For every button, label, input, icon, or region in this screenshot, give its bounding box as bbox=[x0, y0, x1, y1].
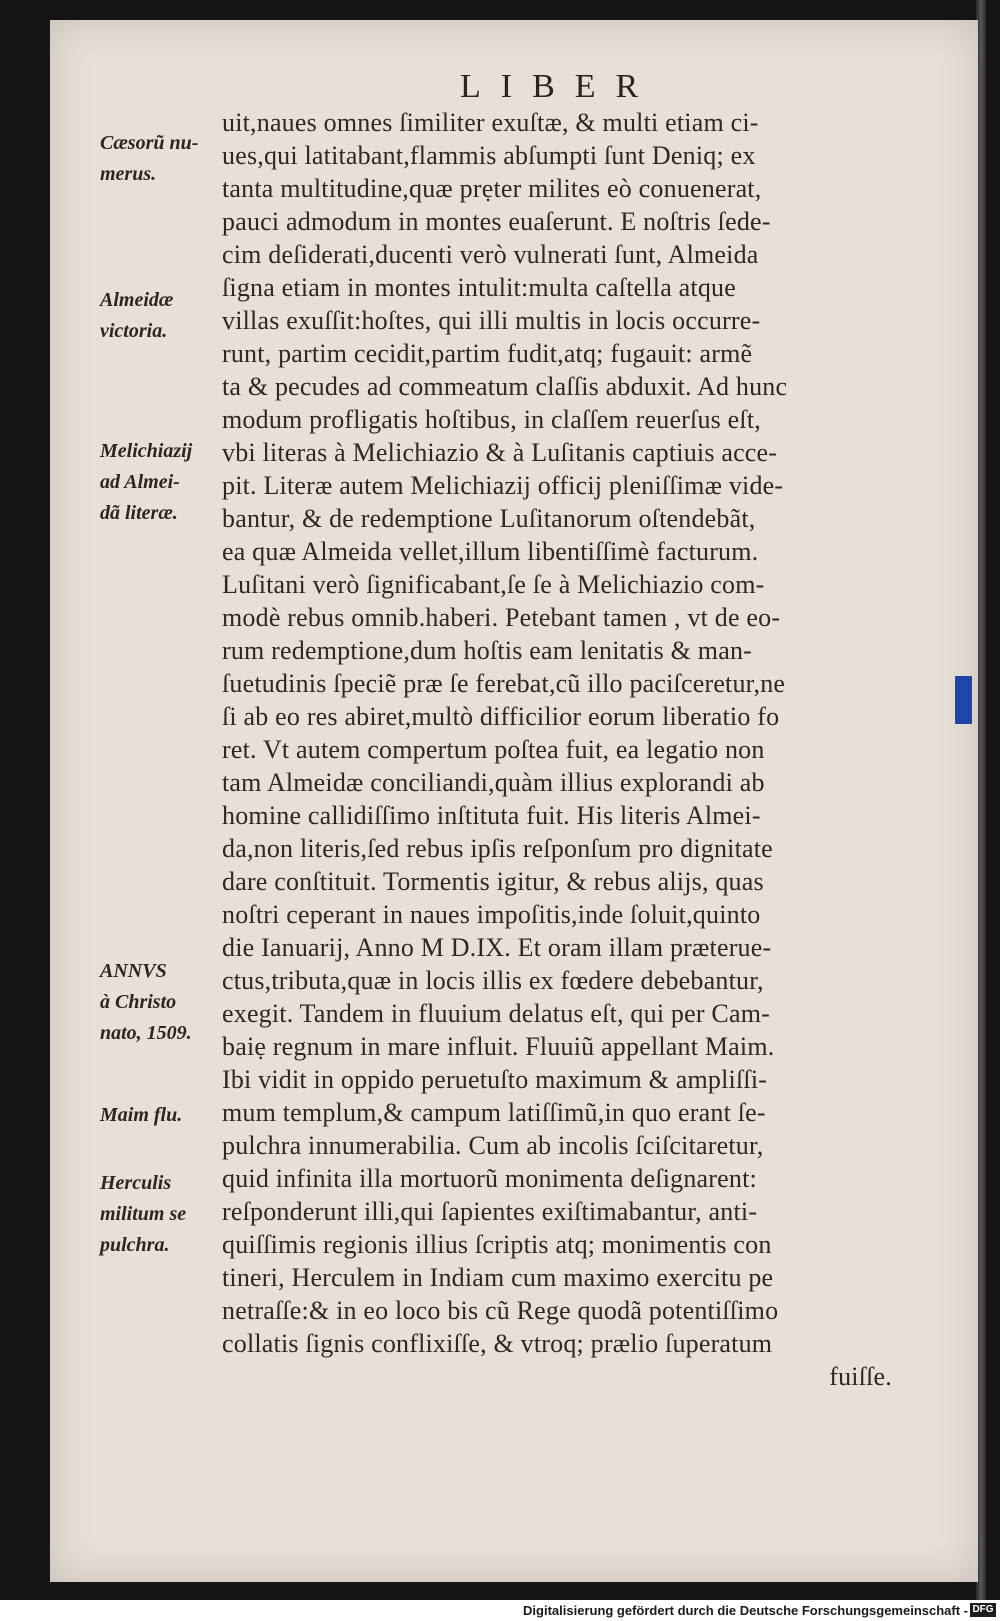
margin-note-line: ad Almei- bbox=[100, 471, 180, 493]
text-line: villas exuſſit:hoſtes, qui illi multis in locis occurre- bbox=[222, 306, 761, 335]
margin-note-line: Melichiazij bbox=[100, 440, 193, 462]
text-line: ſigna etiam in montes intulit:multa caſtella atque bbox=[222, 273, 736, 302]
text-line: ctus,tributa,quæ in locis illis ex fœdere debebantur, bbox=[222, 966, 764, 995]
margin-note-line: merus. bbox=[100, 163, 157, 185]
page-tab-marker bbox=[955, 676, 972, 724]
text-line: collatis ſignis conflixiſſe, & vtroq; prælio ſuperatum bbox=[222, 1329, 773, 1358]
text-line: rum redemptione,dum hoſtis eam lenitatis & man- bbox=[222, 636, 753, 665]
text-line: ret. Vt autem compertum poſtea fuit, ea legatio non bbox=[222, 735, 765, 764]
text-line: dare conſtituit. Tormentis igitur, & rebus alijs, quas bbox=[222, 867, 764, 896]
text-line: bantur, & de redemptione Luſitanorum oſtendebãt, bbox=[222, 504, 756, 533]
text-line: homine callidiſſimo inſtituta fuit. His literis Almei- bbox=[222, 801, 761, 830]
text-line: mum templum,& campum latiſſimũ,in quo erant ſe- bbox=[222, 1098, 766, 1127]
text-line: tanta multitudine,quæ prẹter milites eò conuenerat, bbox=[222, 174, 762, 203]
text-line: uit,naues omnes ſimiliter exuſtæ, & multi etiam ci- bbox=[222, 108, 759, 137]
margin-note bbox=[100, 1168, 230, 1261]
text-line: pauci admodum in montes euaſerunt. E noſtris ſede- bbox=[222, 207, 771, 236]
text-line: Ibi vidit in oppido peruetuſto maximum & ampliſſi- bbox=[222, 1065, 768, 1094]
margin-note-line: Maim flu. bbox=[100, 1104, 183, 1126]
margin-note-line: dã literæ. bbox=[100, 502, 178, 524]
text-line: pit. Literæ autem Melichiazij officij pleniſſimæ vide- bbox=[222, 471, 784, 500]
text-line: cim deſiderati,ducenti verò vulnerati ſunt, Almeida bbox=[222, 240, 759, 269]
running-head: LIBER bbox=[460, 68, 659, 105]
text-line: Luſitani verò ſignificabant,ſe ſe à Melichiazio com- bbox=[222, 570, 765, 599]
text-line: exegit. Tandem in fluuium delatus eſt, qui per Cam- bbox=[222, 999, 770, 1028]
margin-note bbox=[100, 285, 230, 347]
text-line: ſuetudinis ſpeciẽ præ ſe ferebat,cũ illo paciſceretur,ne bbox=[222, 669, 786, 698]
margin-note-line: nato, 1509. bbox=[100, 1022, 192, 1044]
funding-credit: Digitalisierung gefördert durch die Deutsche Forschungsgemeinschaft - bbox=[523, 1603, 968, 1618]
text-line: quid infinita illa mortuorũ monimenta deſignarent: bbox=[222, 1164, 757, 1193]
dfg-logo: DFG bbox=[970, 1603, 996, 1617]
margin-note-line: victoria. bbox=[100, 320, 168, 342]
text-line: ea quæ Almeida vellet,illum libentiſſimè facturum. bbox=[222, 537, 759, 566]
margin-note-line: pulchra. bbox=[100, 1234, 170, 1256]
text-line: noſtri ceperant in naues impoſitis,inde ſoluit,quinto bbox=[222, 900, 761, 929]
margin-note-line: ANNVS bbox=[100, 960, 167, 982]
text-line: vbi literas à Melichiazio & à Luſitanis captiuis acce- bbox=[222, 438, 778, 467]
margin-note-line: à Christo bbox=[100, 991, 177, 1013]
text-line: runt, partim cecidit,partim fudit,atq; fugauit: armẽ bbox=[222, 339, 753, 368]
text-line: ta & pecudes ad commeatum claſſis abduxit. Ad hunc bbox=[222, 372, 788, 401]
text-line: pulchra innumerabilia. Cum ab incolis ſciſcitaretur, bbox=[222, 1131, 764, 1160]
text-line: da,non literis,ſed rebus ipſis reſponſum pro dignitate bbox=[222, 834, 773, 863]
text-line: netraſſe:& in eo loco bis cũ Rege quodã potentiſſimo bbox=[222, 1296, 779, 1325]
text-line: modum profligatis hoſtibus, in claſſem reuerſus eſt, bbox=[222, 405, 761, 434]
text-line: baiẹ regnum in mare influit. Fluuiũ appellant Maim. bbox=[222, 1032, 775, 1061]
text-line: ſi ab eo res abiret,multò difficilior eorum liberatio fo bbox=[222, 702, 780, 731]
margin-note bbox=[100, 128, 230, 190]
body-text bbox=[222, 106, 912, 1393]
text-line: die Ianuarij, Anno M D.IX. Et oram illam præterue- bbox=[222, 933, 772, 962]
margin-note-line: Herculis bbox=[100, 1172, 172, 1194]
text-line: reſponderunt illi,qui ſapientes exiſtimabantur, anti- bbox=[222, 1197, 758, 1226]
text-line: tineri, Herculem in Indiam cum maximo exercitu pe bbox=[222, 1263, 774, 1292]
text-line: ues,qui latitabant,flammis abſumpti ſunt Deniq; ex bbox=[222, 141, 756, 170]
margin-note-line: Almeidæ bbox=[100, 289, 174, 311]
margin-note bbox=[100, 956, 230, 1049]
margin-note-line: Cæsorũ nu- bbox=[100, 132, 199, 154]
text-line: tam Almeidæ conciliandi,quàm illius explorandi ab bbox=[222, 768, 765, 797]
margin-note bbox=[100, 1100, 230, 1131]
text-line: quiſſimis regionis illius ſcriptis atq; monimentis con bbox=[222, 1230, 772, 1259]
text-line: modè rebus omnib.haberi. Petebant tamen , vt de eo- bbox=[222, 603, 781, 632]
margin-note bbox=[100, 436, 230, 529]
text-line: fuiſſe. bbox=[829, 1362, 892, 1391]
margin-note-line: militum se bbox=[100, 1203, 187, 1225]
